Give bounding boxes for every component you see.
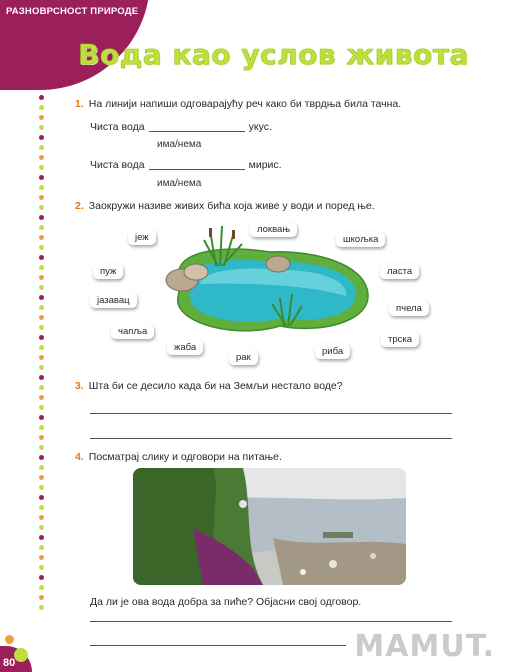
word-option[interactable]: трска [381, 332, 419, 347]
border-dot [39, 395, 44, 400]
border-dot [39, 245, 44, 250]
border-dot [39, 525, 44, 530]
border-dot [39, 445, 44, 450]
border-dot [39, 365, 44, 370]
border-dot [39, 295, 44, 300]
border-dot [39, 105, 44, 110]
border-dot [39, 145, 44, 150]
word-option[interactable]: јазавац [90, 293, 137, 308]
border-dot [39, 155, 44, 160]
answer-blank[interactable] [149, 131, 245, 132]
question-text: На линији напиши одговарајућу реч како би тврдња била тачна. [88, 98, 402, 110]
answer-blank[interactable] [149, 169, 245, 170]
border-dot [39, 135, 44, 140]
fill-sentence-2 [90, 159, 282, 171]
question-text: Заокружи називе живих бића која живе у води и поред ње. [88, 200, 375, 212]
decor-circle [14, 648, 28, 662]
border-dot [39, 385, 44, 390]
sentence-end: мирис. [248, 159, 282, 171]
border-dot [39, 125, 44, 130]
border-dot [39, 325, 44, 330]
sentence-start: Чиста вода [90, 159, 145, 171]
sentence-start: Чиста вода [90, 121, 145, 133]
border-dot [39, 455, 44, 460]
polluted-water-photo [133, 468, 406, 585]
question-text: Посматрај слику и одговори на питање. [88, 451, 282, 463]
border-dot [39, 605, 44, 610]
border-dot [39, 495, 44, 500]
border-dot [39, 565, 44, 570]
word-option[interactable]: шкољка [336, 232, 385, 247]
answer-line[interactable] [90, 438, 452, 439]
question-4-prompt: Да ли је ова вода добра за пиће? Објасни свој одговор. [90, 596, 362, 608]
answer-line[interactable] [90, 621, 452, 622]
border-dot [39, 485, 44, 490]
watermark: MAMUT. [354, 629, 495, 664]
border-dot [39, 225, 44, 230]
border-dot [39, 275, 44, 280]
border-dot [39, 585, 44, 590]
border-dot [39, 265, 44, 270]
border-dot [39, 255, 44, 260]
border-dot [39, 405, 44, 410]
question-number: 1. [75, 98, 84, 110]
question-number: 3. [75, 380, 84, 392]
question-number: 2. [75, 200, 84, 212]
word-option[interactable]: жаба [167, 340, 203, 355]
border-dot [39, 205, 44, 210]
border-dot [39, 505, 44, 510]
border-dot [39, 305, 44, 310]
border-dot [39, 515, 44, 520]
question-2 [75, 200, 375, 212]
border-dot [39, 425, 44, 430]
hint-2: има/нема [157, 178, 202, 189]
border-dot [39, 465, 44, 470]
border-dot [39, 595, 44, 600]
question-number: 4. [75, 451, 84, 463]
word-option[interactable]: чапља [111, 324, 154, 339]
hint-1: има/нема [157, 139, 202, 150]
page-number: 80 [3, 657, 16, 669]
border-dot [39, 375, 44, 380]
word-option[interactable]: пчела [389, 301, 429, 316]
word-option[interactable]: рак [229, 350, 258, 365]
border-dot [39, 195, 44, 200]
border-dot [39, 555, 44, 560]
border-dot [39, 165, 44, 170]
border-dot [39, 95, 44, 100]
border-dot [39, 535, 44, 540]
border-dot [39, 355, 44, 360]
sentence-end: укус. [248, 121, 272, 133]
question-3 [75, 380, 343, 392]
word-option[interactable]: ласта [380, 264, 419, 279]
answer-line[interactable] [90, 413, 452, 414]
border-dot [39, 345, 44, 350]
word-option[interactable]: риба [315, 344, 350, 359]
word-option[interactable]: јеж [128, 230, 156, 245]
border-dot [39, 115, 44, 120]
word-option[interactable]: локвањ [250, 222, 297, 237]
decor-circle [5, 635, 14, 644]
border-dot [39, 545, 44, 550]
border-dot [39, 235, 44, 240]
question-1 [75, 98, 401, 110]
word-option[interactable]: пуж [93, 264, 123, 279]
border-dot [39, 175, 44, 180]
border-dot [39, 215, 44, 220]
border-dot [39, 415, 44, 420]
border-dot [39, 575, 44, 580]
border-dot [39, 285, 44, 290]
border-dot [39, 475, 44, 480]
question-4 [75, 451, 282, 463]
border-dot [39, 315, 44, 320]
page-title: Вода као услов живота [78, 38, 469, 71]
section-label: РАЗНОВРСНОСТ ПРИРОДЕ [6, 6, 139, 17]
question-text: Шта би се десило када би на Земљи нестало воде? [88, 380, 343, 392]
fill-sentence-1 [90, 121, 272, 133]
border-dot [39, 185, 44, 190]
border-dot [39, 435, 44, 440]
answer-line[interactable] [90, 645, 346, 646]
dotted-border [36, 95, 48, 615]
border-dot [39, 335, 44, 340]
